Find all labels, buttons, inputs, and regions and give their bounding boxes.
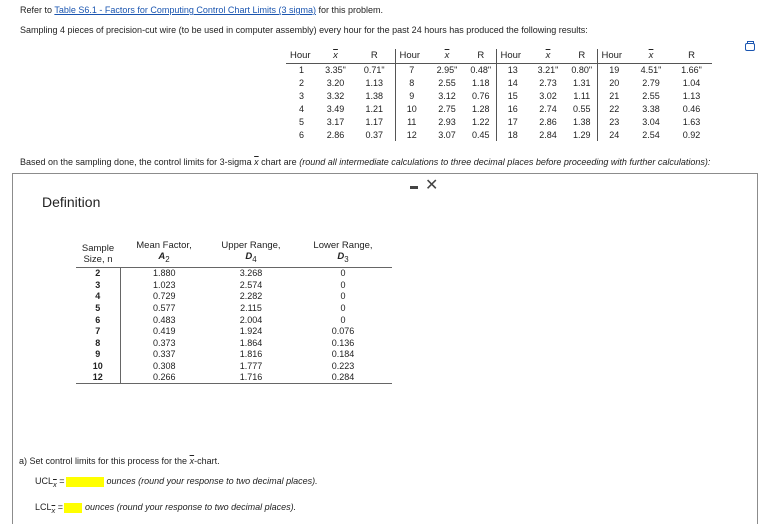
factors-row (76, 291, 392, 303)
upper-range-cell: 2.282 (239, 291, 263, 302)
xbar-cell: 2.54 (642, 129, 660, 140)
xbar-cell: 3.17 (326, 116, 345, 127)
lcl-row (35, 502, 296, 515)
sample-size-cell: 6 (76, 314, 120, 326)
xbar-cell: 2.95" (436, 64, 458, 75)
xbar-header: $\overline{x}$ (428, 49, 466, 63)
hour-header: Hour (496, 49, 529, 63)
range-cell: 0.48" (470, 64, 492, 75)
range-cell: 1.22 (471, 116, 490, 127)
basis-prefix: Based on the sampling done, the control limits for 3-sigma (20, 157, 252, 167)
r-header: R (354, 49, 395, 63)
r-header: R (671, 49, 712, 63)
factors-row (76, 349, 392, 361)
upper-range-cell: 1.716 (208, 372, 294, 384)
hour-cell: 10 (395, 102, 428, 115)
r-header: R (466, 49, 496, 63)
sample-size-cell: 8 (76, 337, 120, 349)
mean-factor-cell: 0.729 (152, 291, 176, 302)
upper-range-cell: 3.268 (239, 268, 263, 279)
xbar-header: $\overline{x}$ (631, 49, 671, 63)
intro-line (20, 5, 383, 15)
range-cell: 1.13 (365, 77, 384, 88)
factors-row (76, 279, 392, 291)
xbar-cell: 3.04 (642, 116, 660, 127)
mean-factor-header: Mean Factor, $A_2$ (120, 240, 208, 267)
upper-range-cell: 2.115 (240, 302, 262, 313)
range-cell: 1.21 (365, 103, 384, 114)
hour-cell: 19 (597, 63, 631, 76)
xbar-cell: 3.07 (438, 129, 456, 140)
lower-range-cell: 0.136 (331, 337, 355, 348)
factors-row (76, 372, 392, 384)
problem-statement: Sampling 4 pieces of precision-cut wire (to be used in computer assembly) every hour for the past 24 hours has produced the following results: (20, 25, 588, 35)
factors-row (76, 337, 392, 349)
xbar-cell: 3.12 (438, 90, 456, 101)
sample-size-cell: 12 (76, 372, 120, 384)
hour-header: Hour (395, 49, 428, 63)
upper-range-cell: 1.864 (239, 337, 263, 348)
xbar-symbol: $\overline{x}$ (189, 456, 195, 466)
factors-row (76, 360, 392, 372)
lower-range-cell: 0 (340, 302, 346, 313)
lcl-answer-field[interactable] (64, 503, 82, 513)
xbar-cell: 2.84 (539, 129, 557, 140)
r-header: R (567, 49, 597, 63)
xbar-cell: 2.55 (642, 90, 660, 101)
lower-range-cell: 0.284 (294, 372, 392, 384)
range-cell: 0.45 (471, 129, 490, 140)
dialog-title: Definition (42, 194, 101, 210)
range-cell: 0.46 (682, 103, 701, 114)
ucl-label: $UCL_{\overline{x}}$ = (35, 476, 65, 489)
mean-factor-cell: 0.419 (152, 326, 176, 337)
xbar-cell: 2.93 (438, 116, 456, 127)
hour-cell: 2 (298, 77, 304, 88)
hour-cell: 7 (395, 63, 428, 76)
xbar-symbol: $\overline{x}$ (254, 157, 259, 167)
mean-factor-cell: 0.308 (152, 360, 176, 371)
hour-cell: 11 (395, 115, 428, 128)
xbar-cell: 3.32 (326, 90, 345, 101)
data-table-header (286, 49, 712, 63)
lcl-label: $LCL_{\overline{x}}$ = (35, 502, 64, 515)
sample-size-header: Sample Size, n (76, 240, 120, 267)
factors-row (76, 325, 392, 337)
hour-cell: 13 (496, 63, 529, 76)
hour-cell: 22 (597, 102, 631, 115)
range-cell: 1.66" (681, 64, 702, 75)
xbar-cell: 3.20 (326, 77, 345, 88)
lcl-hint: ounces (round your response to two decimal places). (85, 502, 297, 512)
range-cell: 1.11 (573, 90, 591, 101)
lower-range-cell: 0.076 (331, 326, 355, 337)
upper-range-cell: 1.777 (239, 360, 263, 371)
ucl-hint: ounces (round your response to two decimal places). (106, 476, 318, 486)
rounding-note: (round all intermediate calculations to three decimal places before proceeding with further calculations): (299, 157, 711, 167)
sample-size-cell: 3 (76, 279, 120, 291)
data-table-row (286, 115, 712, 128)
lower-range-cell: 0 (340, 279, 346, 290)
close-icon[interactable]: ✕ (425, 177, 439, 194)
hour-cell: 9 (395, 89, 428, 102)
hour-cell: 17 (496, 115, 529, 128)
xbar-cell: 4.51" (640, 64, 662, 75)
range-cell: 1.04 (682, 77, 701, 88)
lower-range-cell: 0 (340, 291, 346, 302)
range-cell: 1.29 (572, 129, 591, 140)
data-table-row (286, 102, 712, 115)
upper-range-header: Upper Range, $D_4$ (208, 240, 294, 267)
sample-size-cell: 5 (76, 302, 120, 314)
sample-data-table (286, 49, 712, 141)
xbar-cell: 2.55 (438, 77, 456, 88)
basis-mid: chart are (261, 157, 297, 167)
hour-cell: 24 (597, 128, 631, 141)
xbar-cell: 2.86 (539, 116, 557, 127)
mean-factor-cell: 0.266 (120, 372, 208, 384)
range-cell: 1.13 (682, 90, 701, 101)
range-cell: 0.92 (682, 129, 701, 140)
intro-prefix: Refer to (20, 5, 53, 15)
hour-header: Hour (597, 49, 631, 63)
lower-range-header: Lower Range, $D_3$ (294, 240, 392, 267)
hour-cell: 20 (597, 76, 631, 89)
hour-cell: 8 (395, 76, 428, 89)
xbar-cell: 2.86 (326, 129, 345, 140)
xbar-cell: 3.35" (325, 64, 346, 75)
factors-row (76, 314, 392, 326)
data-table-row (286, 128, 712, 141)
hour-cell: 4 (298, 103, 304, 114)
mean-factor-cell: 0.337 (152, 349, 176, 360)
ucl-row (35, 476, 318, 489)
range-cell: 1.63 (682, 116, 701, 127)
factors-row (76, 267, 392, 279)
upper-range-cell: 2.004 (239, 314, 263, 325)
hour-cell: 12 (395, 128, 428, 141)
lower-range-cell: 0.184 (331, 349, 355, 360)
xbar-cell: 2.75 (438, 103, 456, 114)
hour-cell: 16 (496, 102, 529, 115)
mean-factor-cell: 1.880 (152, 268, 176, 279)
hour-cell: 23 (597, 115, 631, 128)
range-cell: 1.38 (572, 116, 591, 127)
hour-cell: 15 (496, 89, 529, 102)
mean-factor-cell: 0.483 (152, 314, 176, 325)
range-cell: 0.37 (365, 129, 384, 140)
hour-cell: 5 (298, 116, 304, 127)
ucl-answer-field[interactable] (66, 477, 104, 487)
control-chart-factors-table (76, 240, 392, 384)
sample-size-cell: 10 (76, 360, 120, 372)
mean-factor-cell: 0.577 (152, 302, 176, 313)
hour-cell: 3 (298, 90, 304, 101)
xbar-cell: 3.49 (326, 103, 345, 114)
control-limits-basis (20, 157, 710, 167)
mean-factor-cell: 0.373 (152, 337, 176, 348)
copy-icon[interactable] (745, 43, 755, 51)
range-cell: 0.55 (572, 103, 591, 114)
intro-suffix: for this problem. (318, 5, 383, 15)
xbar-cell: 3.02 (539, 90, 557, 101)
xbar-header: $\overline{x}$ (529, 49, 567, 63)
upper-range-cell: 1.924 (239, 326, 263, 337)
xbar-cell: 2.74 (539, 103, 557, 114)
upper-range-cell: 1.816 (239, 349, 263, 360)
upper-range-cell: 2.574 (239, 279, 263, 290)
minimize-icon[interactable] (410, 186, 418, 189)
hour-cell: 6 (298, 129, 304, 140)
lower-range-cell: 0 (340, 314, 346, 325)
factors-table-link[interactable]: Table S6.1 - Factors for Computing Control Chart Limits (3 sigma) (54, 5, 316, 15)
range-cell: 0.71" (363, 64, 385, 75)
data-table-row (286, 76, 712, 89)
xbar-cell: 2.79 (642, 77, 660, 88)
data-table-row (286, 63, 712, 76)
hour-header: Hour (286, 49, 317, 63)
xbar-cell: 2.73 (539, 77, 557, 88)
mean-factor-cell: 1.023 (152, 279, 176, 290)
hour-cell: 1 (298, 64, 304, 75)
range-cell: 1.38 (365, 90, 384, 101)
range-cell: 0.76 (471, 90, 490, 101)
part-a-prompt: a) Set control limits for this process for the $\overline{x}$-chart. (19, 456, 220, 466)
range-cell: 1.31 (572, 77, 591, 88)
factors-row (76, 302, 392, 314)
hour-cell: 21 (597, 89, 631, 102)
factors-header (76, 240, 392, 267)
range-cell: 1.18 (471, 77, 490, 88)
range-cell: 1.28 (471, 103, 490, 114)
xbar-header: $\overline{x}$ (317, 49, 354, 63)
definition-dialog (12, 173, 758, 524)
sample-size-cell: 2 (76, 267, 120, 279)
xbar-cell: 3.21" (537, 64, 559, 75)
hour-cell: 14 (496, 76, 529, 89)
hour-cell: 18 (496, 128, 529, 141)
sample-size-cell: 9 (76, 349, 120, 361)
sample-size-cell: 7 (76, 325, 120, 337)
lower-range-cell: 0 (340, 268, 346, 279)
range-cell: 0.80" (571, 64, 593, 75)
sample-size-cell: 4 (76, 291, 120, 303)
lower-range-cell: 0.223 (331, 360, 355, 371)
xbar-cell: 3.38 (642, 103, 660, 114)
range-cell: 1.17 (365, 116, 384, 127)
data-table-row (286, 89, 712, 102)
